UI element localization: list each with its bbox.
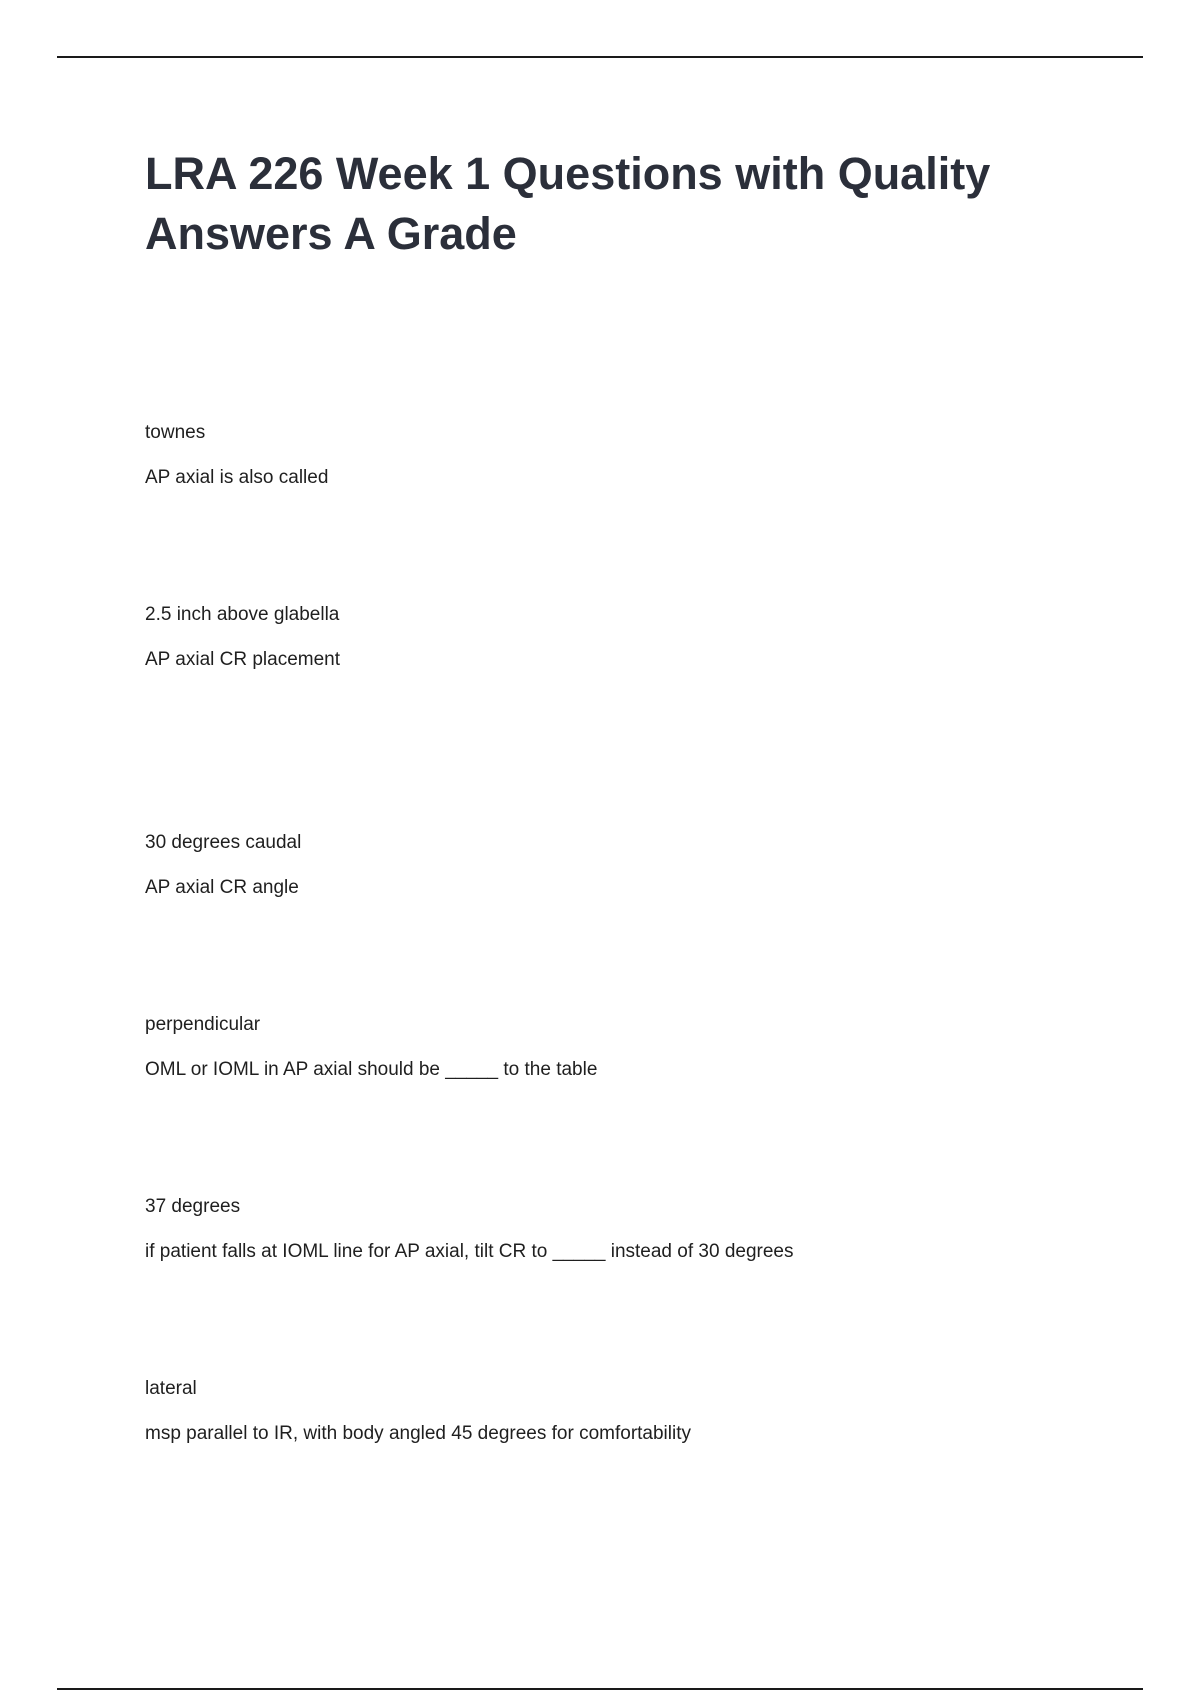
flashcard-answer: 2.5 inch above glabella: [145, 604, 340, 625]
flashcard-answer: 37 degrees: [145, 1196, 241, 1217]
flashcard-question: msp parallel to IR, with body angled 45 degrees for comfortability: [145, 1423, 691, 1444]
flashcard-item: [145, 421, 1105, 490]
flashcard-item: [145, 603, 1105, 672]
flashcard-answer: lateral: [145, 1378, 197, 1399]
flashcard-item: [145, 1013, 1105, 1082]
flashcard-answer: townes: [145, 422, 206, 443]
flashcard-item: [145, 831, 1105, 900]
flashcard-question: AP axial is also called: [145, 467, 329, 488]
top-rule: [57, 56, 1143, 58]
flashcard-question: OML or IOML in AP axial should be _____ to the table: [145, 1059, 598, 1080]
flashcard-item: [145, 1195, 1105, 1264]
flashcard-item: [145, 1377, 1105, 1446]
flashcard-question: if patient falls at IOML line for AP axial, tilt CR to _____ instead of 30 degrees: [145, 1241, 794, 1262]
flashcard-answer: 30 degrees caudal: [145, 832, 302, 853]
flashcard-question: AP axial CR angle: [145, 877, 299, 898]
bottom-rule: [57, 1688, 1143, 1690]
document-title: LRA 226 Week 1 Questions with Quality Answers A Grade: [145, 148, 991, 259]
flashcard-question: AP axial CR placement: [145, 649, 341, 670]
flashcard-answer: perpendicular: [145, 1014, 261, 1035]
